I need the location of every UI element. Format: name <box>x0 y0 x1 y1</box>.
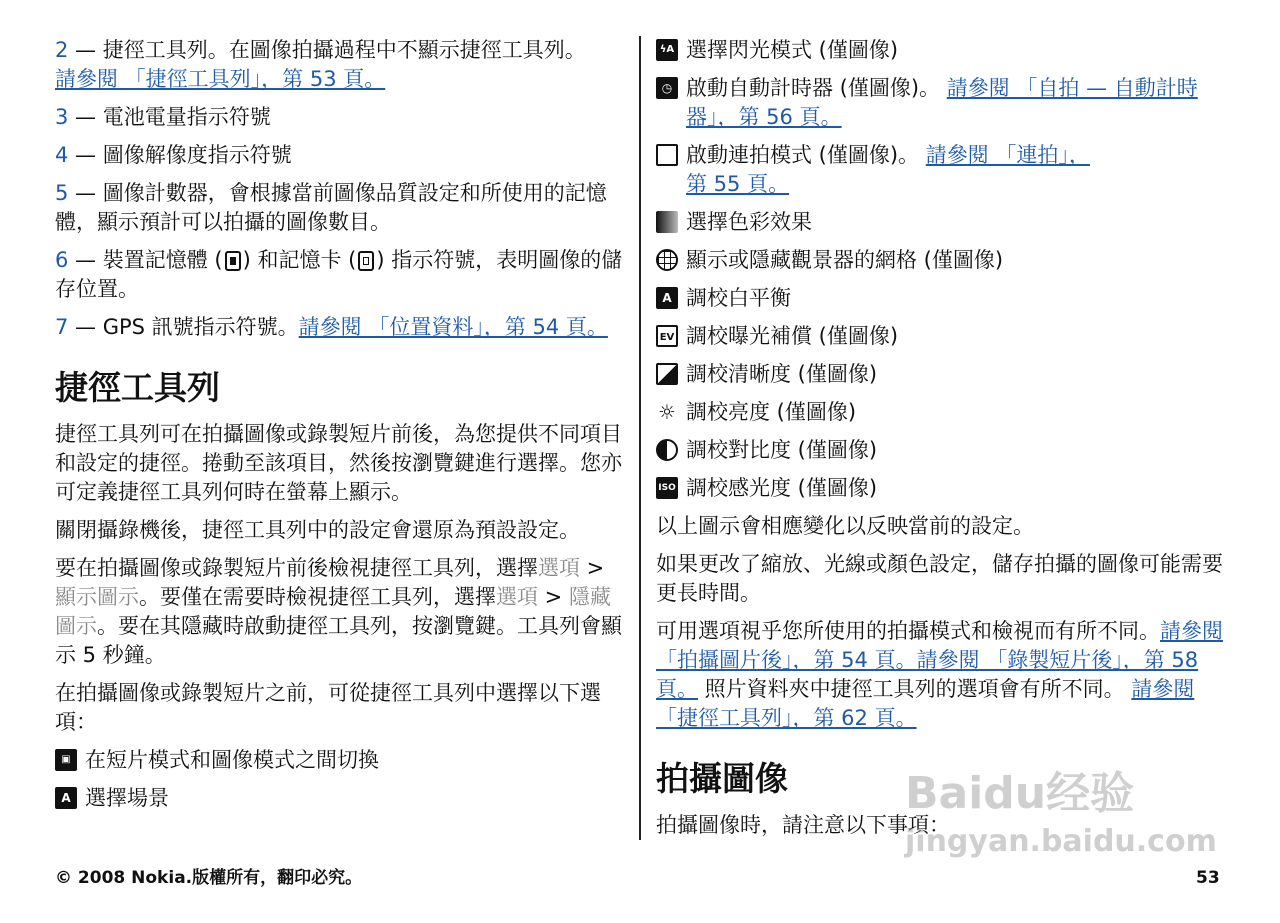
paragraph-text: 要在拍攝圖像或錄製短片前後檢視捷徑工具列，選擇 <box>55 556 538 580</box>
link-shortcut-toolbar-p53[interactable]: 請參閱 「捷徑工具列」，第 53 頁。 <box>55 67 386 91</box>
legend-text: — 圖像解像度指示符號 <box>68 143 292 167</box>
iso-icon: ISO <box>656 477 678 499</box>
option-sharpness <box>656 360 1228 389</box>
self-timer-icon: ◷ <box>656 77 678 99</box>
legend-number: 5 <box>55 181 69 205</box>
menu-option-options: 選項 <box>496 585 538 609</box>
link-location-data-p54[interactable]: 請參閱 「位置資料」，第 54 頁。 <box>298 315 608 339</box>
option-text: 在短片模式和圖像模式之間切換 <box>85 748 379 772</box>
right-column <box>656 36 1228 849</box>
legend-number: 3 <box>55 105 69 129</box>
option-text-wrap <box>686 74 1228 132</box>
legend-item-3 <box>55 103 625 132</box>
link-sequence-p55[interactable]: 請參閱 「連拍」，第 55 頁。 <box>686 143 1090 196</box>
menu-separator: > <box>580 556 605 580</box>
option-text: 選擇色彩效果 <box>686 210 812 234</box>
option-contrast <box>656 436 1228 465</box>
section-heading-shortcut-toolbar: 捷徑工具列 <box>55 368 220 407</box>
sharpness-icon <box>656 363 678 385</box>
option-text: 調校曝光補償 (僅圖像) <box>686 324 899 348</box>
option-select-scene <box>55 784 625 813</box>
legend-number: 7 <box>55 315 69 339</box>
watermark-brand: Baidu经验 <box>905 768 1135 819</box>
page-number: 53 <box>1196 868 1220 888</box>
legend-number: 6 <box>55 248 69 272</box>
section-heading-capture-image: 拍攝圖像 <box>656 759 788 798</box>
video-camera-switch-icon: ▣ <box>55 749 77 771</box>
body-paragraph-options <box>55 554 625 670</box>
legend-item-7 <box>55 313 625 342</box>
body-paragraph: 在拍攝圖像或錄製短片之前，可從捷徑工具列中選擇以下選項： <box>55 681 601 734</box>
menu-separator: > <box>538 585 569 609</box>
option-text: 顯示或隱藏觀景器的網格 (僅圖像) <box>686 248 1004 272</box>
left-column <box>55 36 625 822</box>
link-after-recording-p58[interactable]: 請參閱 「錄製短片後」，第 58 頁。 <box>656 648 1199 701</box>
option-switch-mode <box>55 746 625 775</box>
link-self-timer-p56[interactable]: 請參閱 「自拍 — 自動計時器」，第 56 頁。 <box>686 76 1198 129</box>
option-text: 調校亮度 (僅圖像) <box>686 400 857 424</box>
device-memory-icon <box>225 251 241 271</box>
option-text: 選擇閃光模式 (僅圖像) <box>686 38 899 62</box>
memory-card-icon <box>358 251 374 271</box>
option-iso <box>656 474 1228 503</box>
menu-option-show-icons: 顯示圖示 <box>55 585 139 609</box>
flash-icon: ϟA <box>656 39 678 61</box>
body-paragraph: 拍攝圖像時，請注意以下事項： <box>656 813 950 837</box>
copyright-footer: © 2008 Nokia.版權所有，翻印必究。 <box>55 868 363 888</box>
option-sequence-mode <box>656 141 1228 199</box>
option-self-timer <box>656 74 1228 132</box>
legend-number: 4 <box>55 143 69 167</box>
option-white-balance <box>656 284 1228 313</box>
link-after-capture-p54[interactable]: 請參閱 「拍攝圖片後」，第 54 頁。 <box>656 619 1223 672</box>
paragraph-text: 。要僅在需要時檢視捷徑工具列，選擇 <box>139 585 496 609</box>
option-text: 調校感光度 (僅圖像) <box>686 476 878 500</box>
body-paragraph: 以上圖示會相應變化以反映當前的設定。 <box>656 514 1034 538</box>
body-paragraph: 如果更改了縮放、光線或顏色設定，儲存拍攝的圖像可能需要更長時間。 <box>656 552 1223 605</box>
legend-item-2 <box>55 36 625 94</box>
option-text: 啟動連拍模式 (僅圖像)。 <box>686 143 920 167</box>
option-text: 調校清晰度 (僅圖像) <box>686 362 878 386</box>
baidu-watermark <box>905 768 1217 870</box>
body-paragraph-links <box>656 617 1228 733</box>
watermark-url: jingyan.baidu.com <box>905 824 1217 859</box>
color-effect-icon <box>656 211 678 233</box>
option-color-effect <box>656 208 1228 237</box>
legend-number: 2 <box>55 38 69 62</box>
option-text-wrap <box>686 141 1106 199</box>
option-text: 選擇場景 <box>85 786 169 810</box>
paragraph-text: 。要在其隱藏時啟動捷徑工具列，按瀏覽鍵。工具列會顯示 5 秒鐘。 <box>55 614 622 667</box>
legend-text: — 捷徑工具列。在圖像拍攝過程中不顯示捷徑工具列。 <box>68 38 586 62</box>
option-brightness <box>656 398 1228 427</box>
legend-text: — 電池電量指示符號 <box>68 105 271 129</box>
menu-option-hide-icons: 隱藏圖示 <box>55 585 611 638</box>
link-shortcut-toolbar-p62[interactable]: 請參閱 「捷徑工具列」，第 62 頁。 <box>656 677 1195 730</box>
body-paragraph: 捷徑工具列可在拍攝圖像或錄製短片前後，為您提供不同項目和設定的捷徑。捲動至該項目，然後按瀏覽鍵進行選擇。您亦可定義捷徑工具列何時在螢幕上顯示。 <box>55 422 622 504</box>
option-grid <box>656 246 1228 275</box>
legend-item-4 <box>55 141 625 170</box>
white-balance-icon: A <box>656 287 678 309</box>
body-paragraph: 關閉攝錄機後，捷徑工具列中的設定會還原為預設設定。 <box>55 518 580 542</box>
legend-text: — GPS 訊號指示符號。 <box>68 315 299 339</box>
option-text: 調校對比度 (僅圖像) <box>686 438 878 462</box>
contrast-icon <box>656 439 678 461</box>
legend-text-a: — 裝置記憶體 ( <box>68 248 223 272</box>
option-flash-mode <box>656 36 1228 65</box>
option-text: 啟動自動計時器 (僅圖像)。 <box>686 76 941 100</box>
menu-option-options: 選項 <box>538 556 580 580</box>
legend-item-5 <box>55 179 625 237</box>
exposure-icon: EV <box>656 325 678 347</box>
legend-text-b: ) 和記憶卡 ( <box>242 248 357 272</box>
option-exposure <box>656 322 1228 351</box>
grid-icon <box>656 249 678 271</box>
legend-item-6 <box>55 246 625 304</box>
paragraph-text: 照片資料夾中捷徑工具列的選項會有所不同。 <box>698 677 1132 701</box>
paragraph-text: 可用選項視乎您所使用的拍攝模式和檢視而有所不同。 <box>656 619 1160 643</box>
legend-text-c: ) 指示符號，表明圖像的儲存位置。 <box>55 248 623 301</box>
scene-a-icon: A <box>55 787 77 809</box>
sequence-mode-icon <box>656 144 678 166</box>
option-text: 調校白平衡 <box>686 286 791 310</box>
brightness-icon: ☼ <box>656 401 678 423</box>
legend-text: — 圖像計數器，會根據當前圖像品質設定和所使用的記憶體，顯示預計可以拍攝的圖像數目。 <box>55 181 607 234</box>
column-divider <box>639 36 641 840</box>
